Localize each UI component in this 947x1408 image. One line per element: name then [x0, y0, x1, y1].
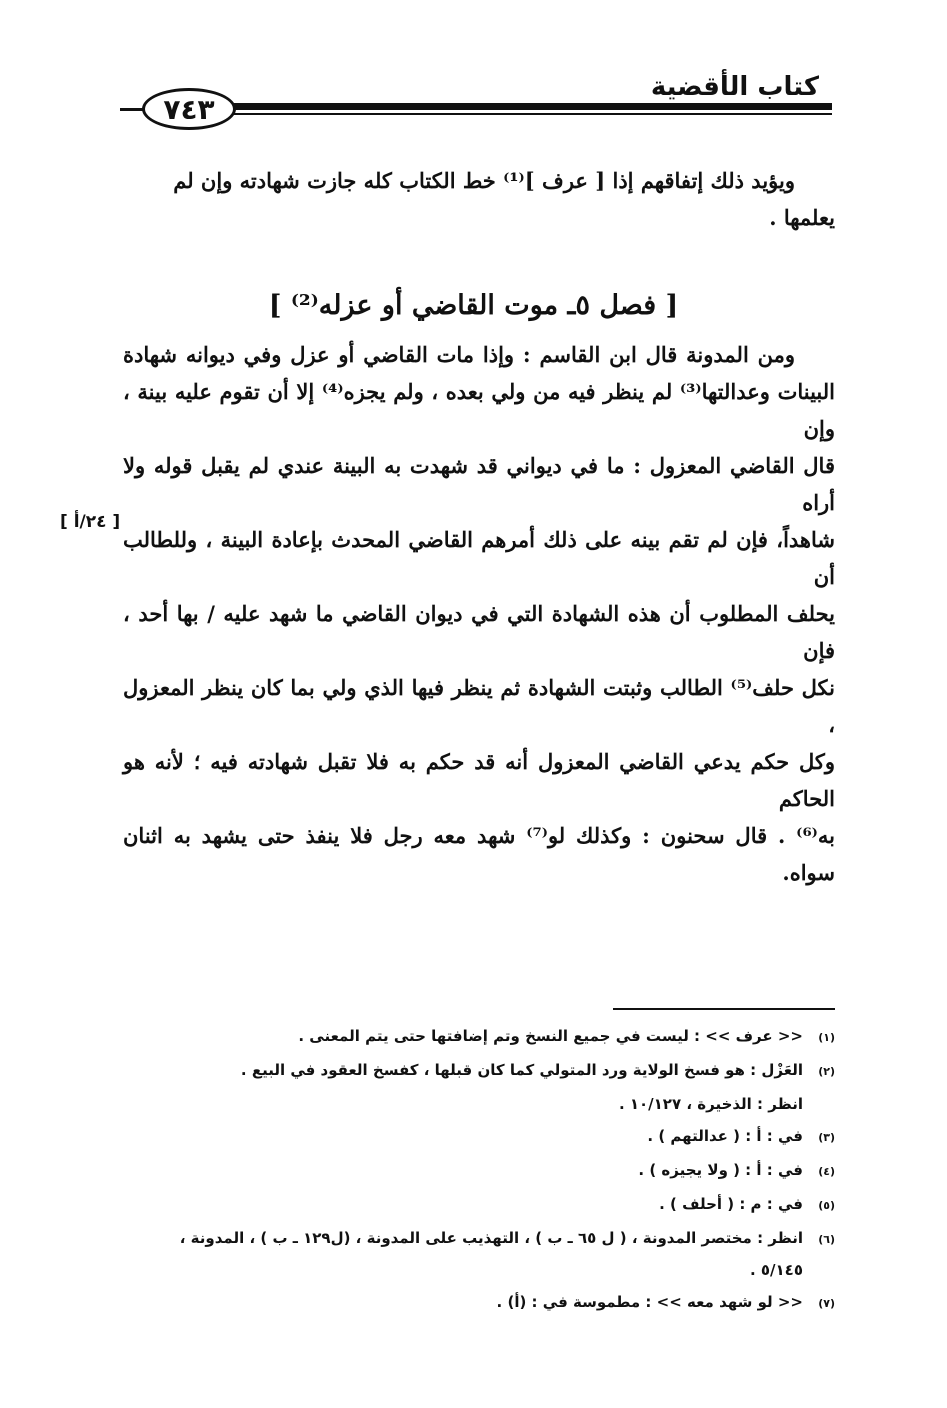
footnote-text: << عرف >> : ليست في جميع النسخ وتم إضافتها حتى يتم المعنى .	[298, 1027, 803, 1045]
footnote-number: (٤)	[818, 1165, 835, 1178]
footnote	[135, 1020, 835, 1054]
section-title: [ فصل ٥ـ موت القاضي أو عزله⁽²⁾ ]	[268, 290, 679, 321]
paragraph-1	[123, 162, 835, 236]
paragraph-2-line-3: قال القاضي المعزول : ما في ديواني قد شهدت به البينة عندي لم يقبل قوله ولا أراه	[123, 453, 835, 515]
footnote-text: في : أ : ( ولا يجيزه ) .	[638, 1161, 803, 1179]
paragraph-2-line-1: ومن المدونة قال ابن القاسم : وإذا مات القاضي أو عزل وفي ديوانه شهادة	[123, 342, 795, 367]
footnote-text: انظر : مختصر المدونة ، ( ل ٦٥ ـ ب ) ، التهذيب على المدونة ، (ل١٢٩ ـ ب ) ، المدونة ، ٥/١٤٥ .	[179, 1229, 803, 1279]
footnote	[135, 1286, 835, 1320]
paragraph-2-line-5: يحلف المطلوب أن هذه الشهادة التي في ديوان القاضي ما شهد عليه / بها أحد ، فإن	[123, 601, 835, 663]
footnote-number: (٢)	[818, 1065, 835, 1078]
footnote-text: في : أ : ( عدالتهم ) .	[647, 1127, 803, 1145]
page-tail	[120, 108, 144, 111]
footnote	[135, 1222, 835, 1286]
paragraph-2-line-7: وكل حكم يدعي القاضي المعزول أنه قد حكم به فلا تقبل شهادته فيه ؛ لأنه هو الحاكم	[123, 749, 835, 811]
book-title: كتاب الأقضية	[650, 72, 819, 102]
margin-folio-note: [ ٢٤/أ ]	[60, 512, 121, 532]
footnote-text: في : م : ( أحلف ) .	[659, 1195, 803, 1213]
footnote	[135, 1188, 835, 1222]
paragraph-2-line-2: البينات وعدالتها⁽³⁾ لم ينظر فيه من ولي بعده ، ولم يجزه⁽⁴⁾ إلا أن تقوم عليه بينة ، وإن	[123, 379, 835, 441]
footnote-rule	[613, 1008, 835, 1010]
paragraph-1-line-1: ويؤيد ذلك إتفاقهم إذا [ عرف ]⁽¹⁾ خط الكتاب كله جازت شهادته وإن لم	[173, 168, 795, 193]
header-rule-thin	[232, 113, 832, 115]
page-number: ٧٤٣	[142, 88, 236, 130]
footnotes	[135, 1020, 835, 1320]
footnote	[135, 1154, 835, 1188]
footnote-number: (٥)	[818, 1199, 835, 1212]
paragraph-1-line-2: يعلمها .	[769, 205, 835, 230]
footnote-text: العَزْل : هو فسخ الولاية ورد المتولي كما كان قبلها ، كفسخ العقود في البيع .	[240, 1061, 803, 1079]
footnote-number: (٧)	[818, 1297, 835, 1310]
paragraph-2-line-8: به⁽⁶⁾ . قال سحنون : وكذلك لو⁽⁷⁾ شهد معه رجل فلا ينفذ حتى يشهد به اثنان سواه.	[123, 823, 835, 885]
paragraph-2	[123, 336, 835, 891]
footnote-text: << لو شهد معه >> : مطموسة في : (أ) .	[496, 1293, 803, 1311]
footnote	[135, 1054, 835, 1088]
footnote-number: (٦)	[818, 1233, 835, 1246]
paragraph-2-line-6: نكل حلف⁽⁵⁾ الطالب وثبتت الشهادة ثم ينظر فيها الذي ولي بما كان ينظر المعزول ،	[123, 675, 835, 737]
footnote	[135, 1120, 835, 1154]
footnote-number: (١)	[818, 1031, 835, 1044]
header-rule	[232, 103, 832, 110]
footnote-continuation	[135, 1088, 835, 1120]
footnote-text: انظر : الذخيرة ، ١٠/١٢٧ .	[618, 1095, 803, 1113]
footnote-number: (٣)	[818, 1131, 835, 1144]
paragraph-2-line-4: شاهداً، فإن لم تقم بينه على ذلك أمرهم القاضي المحدث بإعادة البينة ، وللطالب أن	[123, 527, 835, 589]
